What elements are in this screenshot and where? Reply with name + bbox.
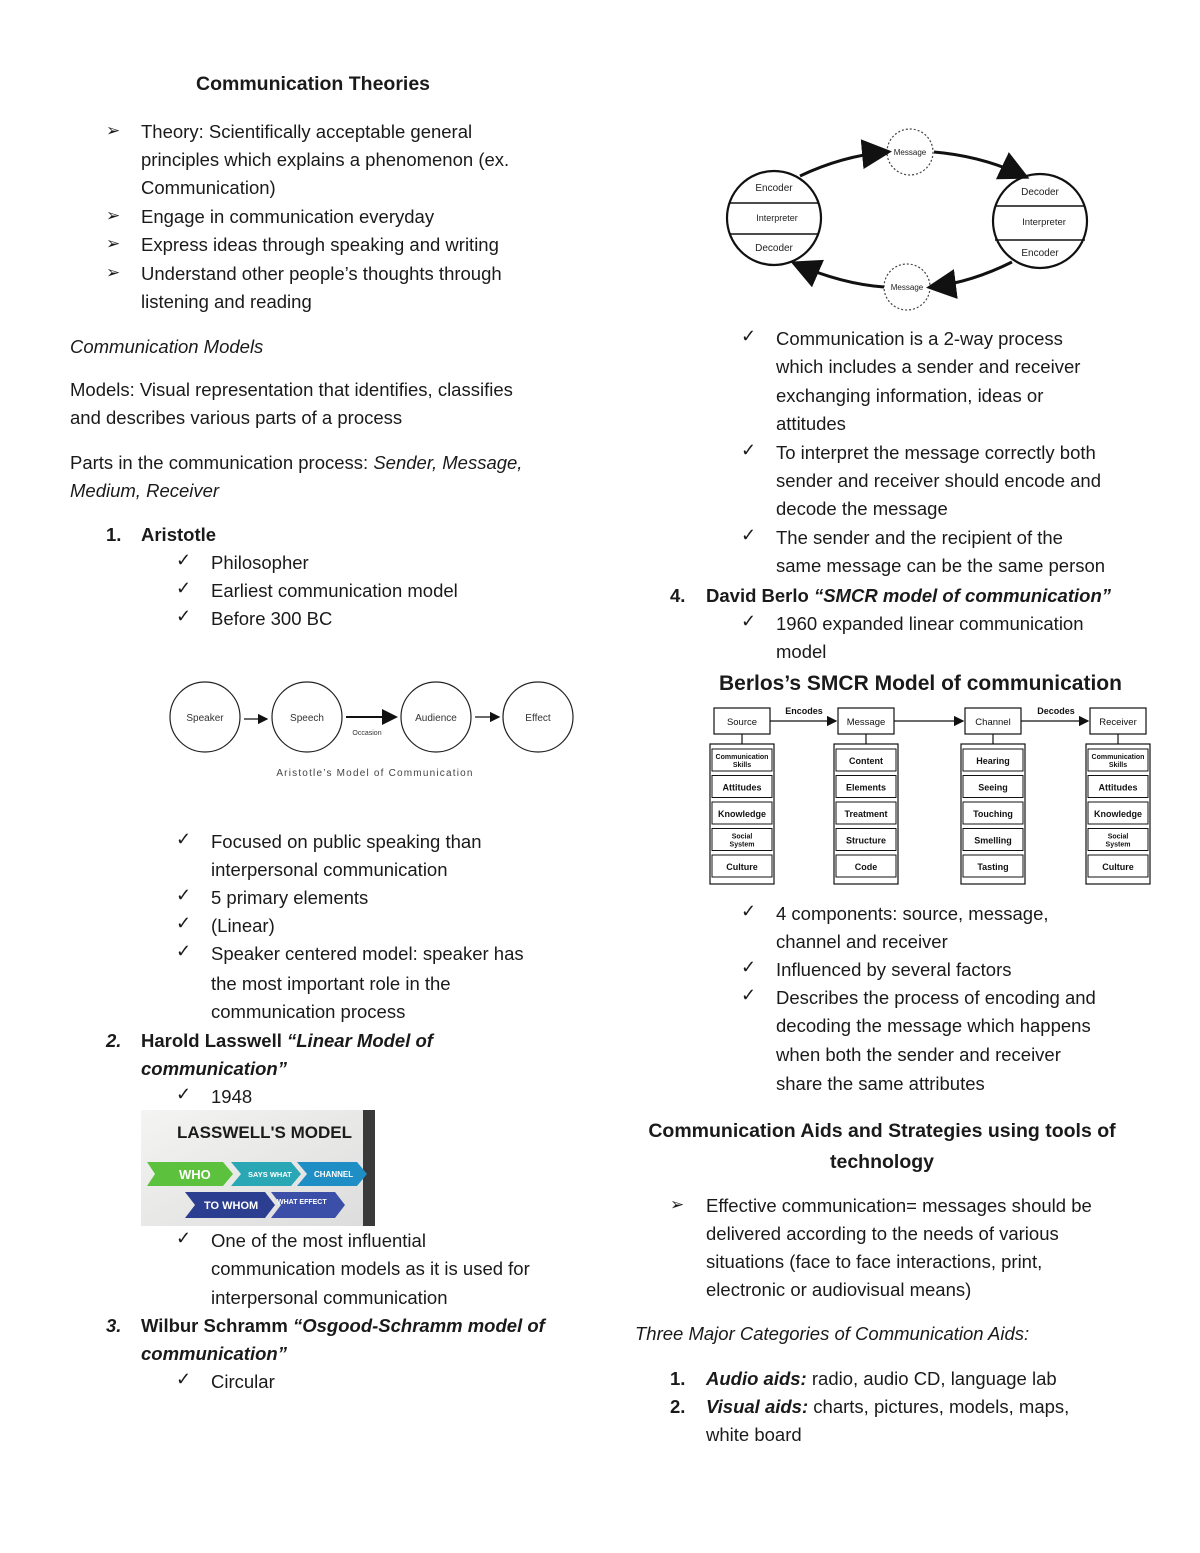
arrow-bullet-icon: ➢ [106,234,121,253]
models-definition: and describes various parts of a process [70,407,403,428]
message-label: Message [893,148,927,157]
encoder-label: Encoder [1021,248,1059,259]
smcr-factor-label: Attitudes [1098,782,1138,793]
list-number: 1. [670,1368,686,1389]
check-icon: ✓ [176,606,192,626]
parts-line: Parts in the communication process: Sender, Message, [70,452,523,473]
check-item: which includes a sender and receiver [776,356,1081,377]
decodes-label: Decodes [1037,706,1075,716]
category-item: Audio aids: radio, audio CD, language lab [706,1368,1057,1389]
lasswell-title: LASSWELL'S MODEL [177,1123,352,1142]
node-label: Speech [290,713,324,724]
smcr-factor-label: Culture [1102,862,1134,872]
categories-heading: Three Major Categories of Communication Aids: [635,1323,1030,1344]
check-item: when both the sender and receiver [776,1044,1061,1065]
parts-line: Medium, Receiver [70,480,220,501]
lasswell-model-image [141,1110,375,1226]
schramm-heading: Wilbur Schramm “Osgood-Schramm model of [141,1315,545,1336]
check-item: channel and receiver [776,931,948,952]
bullet-line: Express ideas through speaking and writing [141,234,499,255]
schramm-heading-cont: communication” [141,1343,287,1364]
check-item: attitudes [776,413,846,434]
smcr-factor-label: Hearing [976,756,1010,766]
encodes-label: Encodes [785,706,823,716]
bullet-line: electronic or audiovisual means) [706,1279,972,1300]
check-item: Philosopher [211,552,309,573]
category-item: Visual aids: charts, pictures, models, maps, [706,1396,1070,1417]
smcr-factor-label: Code [854,862,878,872]
check-item: Focused on public speaking than [211,831,482,852]
interpreter-label: Interpreter [1022,217,1066,228]
check-icon: ✓ [741,611,757,631]
lasswell-heading-cont: communication” [141,1058,287,1079]
check-item: sender and receiver should encode and [776,470,1102,491]
smcr-factor-label: Structure [845,835,887,846]
check-item: Circular [211,1371,275,1392]
check-item: same message can be the same person [776,555,1106,576]
interpreter-label: Interpreter [756,213,798,223]
osgood-schramm-diagram [722,124,1094,314]
berlo-heading: David Berlo “SMCR model of communication” [706,585,1111,606]
check-icon: ✓ [176,829,192,849]
check-icon: ✓ [176,1369,192,1389]
arrow-bullet-icon: ➢ [106,206,121,225]
check-item: Before 300 BC [211,608,333,629]
bullet-line: listening and reading [141,291,312,312]
smcr-diagram [708,700,1160,890]
smcr-head-label: Message [846,717,886,728]
smcr-factor-label: Communication Skills [715,754,769,769]
message-label: Message [890,283,924,292]
check-item: interpersonal communication [211,1287,448,1308]
encoder-label: Encoder [755,183,793,194]
occasion-label: Occasion [352,730,382,737]
smcr-factor-label: Smelling [974,835,1012,846]
node-label: Audience [415,713,457,724]
list-number: 4. [670,585,686,606]
smcr-factor-label: Touching [973,809,1013,819]
smcr-factor-label: Culture [726,862,758,872]
check-item: decode the message [776,498,948,519]
category-item-cont: white board [706,1424,802,1445]
decoder-label: Decoder [755,243,793,254]
check-item: interpersonal communication [211,859,448,880]
bullet-line: delivered according to the needs of various [706,1223,1059,1244]
check-icon: ✓ [741,525,757,545]
smcr-head-label: Receiver [1099,717,1137,728]
lasswell-heading: Harold Lasswell “Linear Model of [141,1030,433,1051]
check-item: 4 components: source, message, [776,903,1049,924]
check-item: model [776,641,827,662]
arrow-bullet-icon: ➢ [670,1195,685,1214]
smcr-head-label: Source [726,717,758,728]
check-icon: ✓ [741,985,757,1005]
bullet-line: principles which explains a phenomenon (ex. [141,149,510,170]
aristotle-diagram [160,672,590,790]
check-icon: ✓ [176,1228,192,1248]
check-icon: ✓ [741,957,757,977]
smcr-factor-label: Knowledge [1093,809,1143,819]
check-item: Speaker centered model: speaker has [211,943,524,964]
who-label: WHO [179,1167,211,1182]
smcr-factor-label: Elements [845,782,887,793]
check-icon: ✓ [176,1084,192,1104]
check-item: decoding the message which happens [776,1015,1091,1036]
smcr-factor-label: Knowledge [717,809,767,819]
smcr-factor-label: Social System [729,833,755,849]
check-icon: ✓ [176,885,192,905]
bullet-line: Understand other people’s thoughts through [141,263,502,284]
smcr-factor-label: Content [849,756,883,766]
check-item: (Linear) [211,915,275,936]
bullet-line: situations (face to face interactions, print, [706,1251,1043,1272]
smcr-factor-label: Attitudes [722,782,762,793]
check-item: Describes the process of encoding and [776,987,1096,1008]
check-icon: ✓ [741,326,757,346]
check-item: One of the most influential [211,1230,426,1251]
check-item: communication process [211,1001,406,1022]
channel-label: CHANNEL [314,1170,354,1179]
decoder-label: Decoder [1021,187,1059,198]
node-label: Speaker [186,713,224,724]
smcr-factor-label: Treatment [844,809,888,819]
check-item: Communication is a 2-way process [776,328,1063,349]
diagram-caption: Aristotle’s Model of Communication [276,768,474,779]
check-item: 1948 [211,1086,253,1107]
check-item: The sender and the recipient of the [776,527,1063,548]
smcr-head-label: Channel [975,717,1011,728]
arrow-bullet-icon: ➢ [106,263,121,282]
check-item: communication models as it is used for [211,1258,530,1279]
list-number: 3. [106,1315,122,1336]
check-item: 1960 expanded linear communication [776,613,1084,634]
check-item: 5 primary elements [211,887,369,908]
aristotle-heading: Aristotle [141,524,217,545]
bullet-line: Effective communication= messages should be [706,1195,1092,1216]
check-icon: ✓ [176,550,192,570]
node-label: Effect [525,713,551,724]
check-icon: ✓ [176,941,192,961]
check-item: share the same attributes [776,1073,985,1094]
arrow-bullet-icon: ➢ [106,121,121,140]
models-definition: Models: Visual representation that identifies, classifies [70,379,513,400]
smcr-factor-label: Seeing [978,782,1008,793]
to-whom-label: TO WHOM [204,1200,259,1212]
smcr-factor-label: Social System [1105,833,1131,849]
list-number: 2. [670,1396,686,1417]
models-heading: Communication Models [70,336,264,357]
check-icon: ✓ [741,901,757,921]
page-title: Communication Theories [196,73,431,95]
what-effect-label: WHAT EFFECT [277,1199,327,1206]
list-number: 2. [106,1030,122,1051]
check-item: the most important role in the [211,973,451,994]
check-icon: ✓ [176,578,192,598]
smcr-factor-label: Tasting [977,862,1009,872]
list-number: 1. [106,524,122,545]
says-what-label: SAYS WHAT [248,1170,292,1179]
smcr-title: Berlos’s SMCR Model of communication [719,672,1122,695]
check-item: To interpret the message correctly both [776,442,1096,463]
bullet-line: Engage in communication everyday [141,206,435,227]
smcr-factor-label: Communication Skills [1091,754,1145,769]
check-item: Earliest communication model [211,580,458,601]
check-item: Influenced by several factors [776,959,1012,980]
check-icon: ✓ [741,440,757,460]
check-item: exchanging information, ideas or [776,385,1044,406]
bullet-line: Theory: Scientifically acceptable general [141,121,473,142]
check-icon: ✓ [176,913,192,933]
bullet-line: Communication) [141,177,276,198]
aids-title: Communication Aids and Strategies using tools of technology [648,1120,1116,1173]
